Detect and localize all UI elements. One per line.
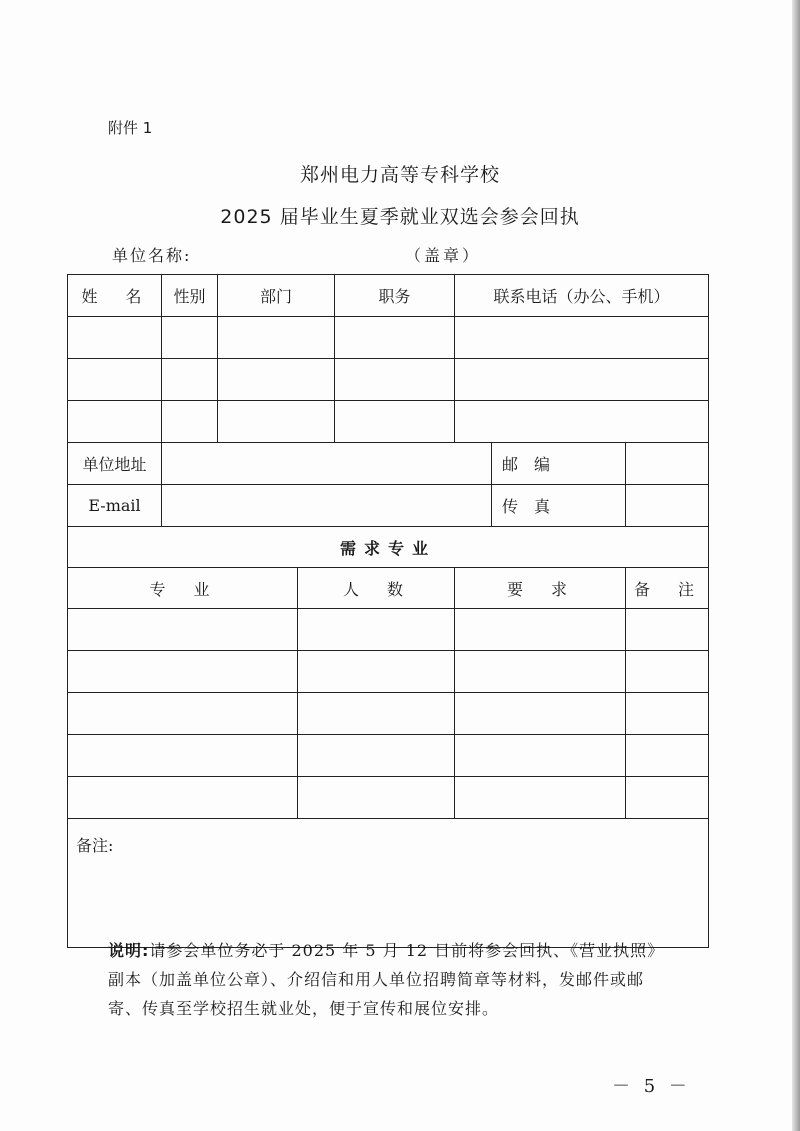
postcode-label: 邮 编 bbox=[492, 443, 626, 485]
demand-count-cell[interactable] bbox=[298, 777, 455, 819]
demand-row bbox=[68, 651, 709, 693]
address-label: 单位地址 bbox=[68, 443, 162, 485]
contact-position-cell[interactable] bbox=[335, 317, 455, 359]
header-name: 姓 名 bbox=[68, 275, 162, 317]
contact-name-cell[interactable] bbox=[68, 359, 162, 401]
contact-row bbox=[68, 401, 709, 443]
explanation-paragraph bbox=[108, 936, 668, 1023]
notes-label: 备注: bbox=[76, 836, 114, 855]
demand-requirements-cell[interactable] bbox=[455, 693, 626, 735]
demand-requirements-cell[interactable] bbox=[455, 777, 626, 819]
demand-remarks-cell[interactable] bbox=[626, 777, 709, 819]
contact-gender-cell[interactable] bbox=[162, 401, 218, 443]
demand-remarks-cell[interactable] bbox=[626, 609, 709, 651]
demand-major-cell[interactable] bbox=[68, 735, 298, 777]
demand-major-cell[interactable] bbox=[68, 777, 298, 819]
demand-row bbox=[68, 609, 709, 651]
attachment-label: 附件 1 bbox=[108, 119, 153, 137]
demand-title-row bbox=[68, 527, 709, 568]
demand-major-cell[interactable] bbox=[68, 609, 298, 651]
header-major: 专 业 bbox=[68, 568, 298, 609]
receipt-form-table bbox=[67, 274, 709, 948]
document-title-school: 郑州电力高等专科学校 bbox=[299, 164, 500, 186]
contact-phone-cell[interactable] bbox=[455, 359, 709, 401]
header-department: 部门 bbox=[218, 275, 335, 317]
demand-major-cell[interactable] bbox=[68, 693, 298, 735]
demand-count-cell[interactable] bbox=[298, 651, 455, 693]
demand-header-row bbox=[68, 568, 709, 609]
contact-gender-cell[interactable] bbox=[162, 359, 218, 401]
contact-row bbox=[68, 317, 709, 359]
explanation-text: 请参会单位务必于 2025 年 5 月 12 日前将参会回执、《营业执照》副本（加盖单位公章）、介绍信和用人单位招聘简章等材料，发邮件或邮寄、传真至学校招生就业处，便于宣传和展位安排。 bbox=[108, 941, 665, 1018]
contact-position-cell[interactable] bbox=[335, 401, 455, 443]
demand-major-cell[interactable] bbox=[68, 651, 298, 693]
demand-remarks-cell[interactable] bbox=[626, 693, 709, 735]
header-remarks: 备 注 bbox=[626, 568, 709, 609]
contact-name-cell[interactable] bbox=[68, 317, 162, 359]
contact-gender-cell[interactable] bbox=[162, 317, 218, 359]
email-row bbox=[68, 485, 709, 527]
contact-phone-cell[interactable] bbox=[455, 317, 709, 359]
contact-department-cell[interactable] bbox=[218, 401, 335, 443]
demand-section-title: 需求专业 bbox=[68, 527, 709, 568]
demand-requirements-cell[interactable] bbox=[455, 735, 626, 777]
email-label: E-mail bbox=[68, 485, 162, 527]
address-row bbox=[68, 443, 709, 485]
demand-row bbox=[68, 735, 709, 777]
unit-name-label: 单位名称: bbox=[112, 246, 192, 265]
contact-name-cell[interactable] bbox=[68, 401, 162, 443]
email-field[interactable] bbox=[162, 485, 492, 527]
demand-row bbox=[68, 777, 709, 819]
contact-header-row bbox=[68, 275, 709, 317]
header-requirements: 要 求 bbox=[455, 568, 626, 609]
address-field[interactable] bbox=[162, 443, 492, 485]
fax-label: 传 真 bbox=[492, 485, 626, 527]
contact-department-cell[interactable] bbox=[218, 317, 335, 359]
header-count: 人 数 bbox=[298, 568, 455, 609]
demand-requirements-cell[interactable] bbox=[455, 609, 626, 651]
seal-label: （盖章） bbox=[405, 246, 482, 265]
demand-requirements-cell[interactable] bbox=[455, 651, 626, 693]
postcode-field[interactable] bbox=[626, 443, 709, 485]
notes-cell[interactable] bbox=[68, 819, 709, 948]
demand-count-cell[interactable] bbox=[298, 693, 455, 735]
contact-position-cell[interactable] bbox=[335, 359, 455, 401]
header-position: 职务 bbox=[335, 275, 455, 317]
contact-row bbox=[68, 359, 709, 401]
header-phone: 联系电话（办公、手机） bbox=[455, 275, 709, 317]
header-gender: 性别 bbox=[162, 275, 218, 317]
fax-field[interactable] bbox=[626, 485, 709, 527]
document-title-receipt: 2025 届毕业生夏季就业双选会参会回执 bbox=[220, 206, 580, 228]
demand-count-cell[interactable] bbox=[298, 609, 455, 651]
contact-phone-cell[interactable] bbox=[455, 401, 709, 443]
page-number: － 5 － bbox=[612, 1076, 691, 1097]
demand-remarks-cell[interactable] bbox=[626, 651, 709, 693]
demand-row bbox=[68, 693, 709, 735]
demand-remarks-cell[interactable] bbox=[626, 735, 709, 777]
demand-count-cell[interactable] bbox=[298, 735, 455, 777]
explanation-label: 说明: bbox=[108, 941, 150, 960]
notes-row bbox=[68, 819, 709, 948]
contact-department-cell[interactable] bbox=[218, 359, 335, 401]
